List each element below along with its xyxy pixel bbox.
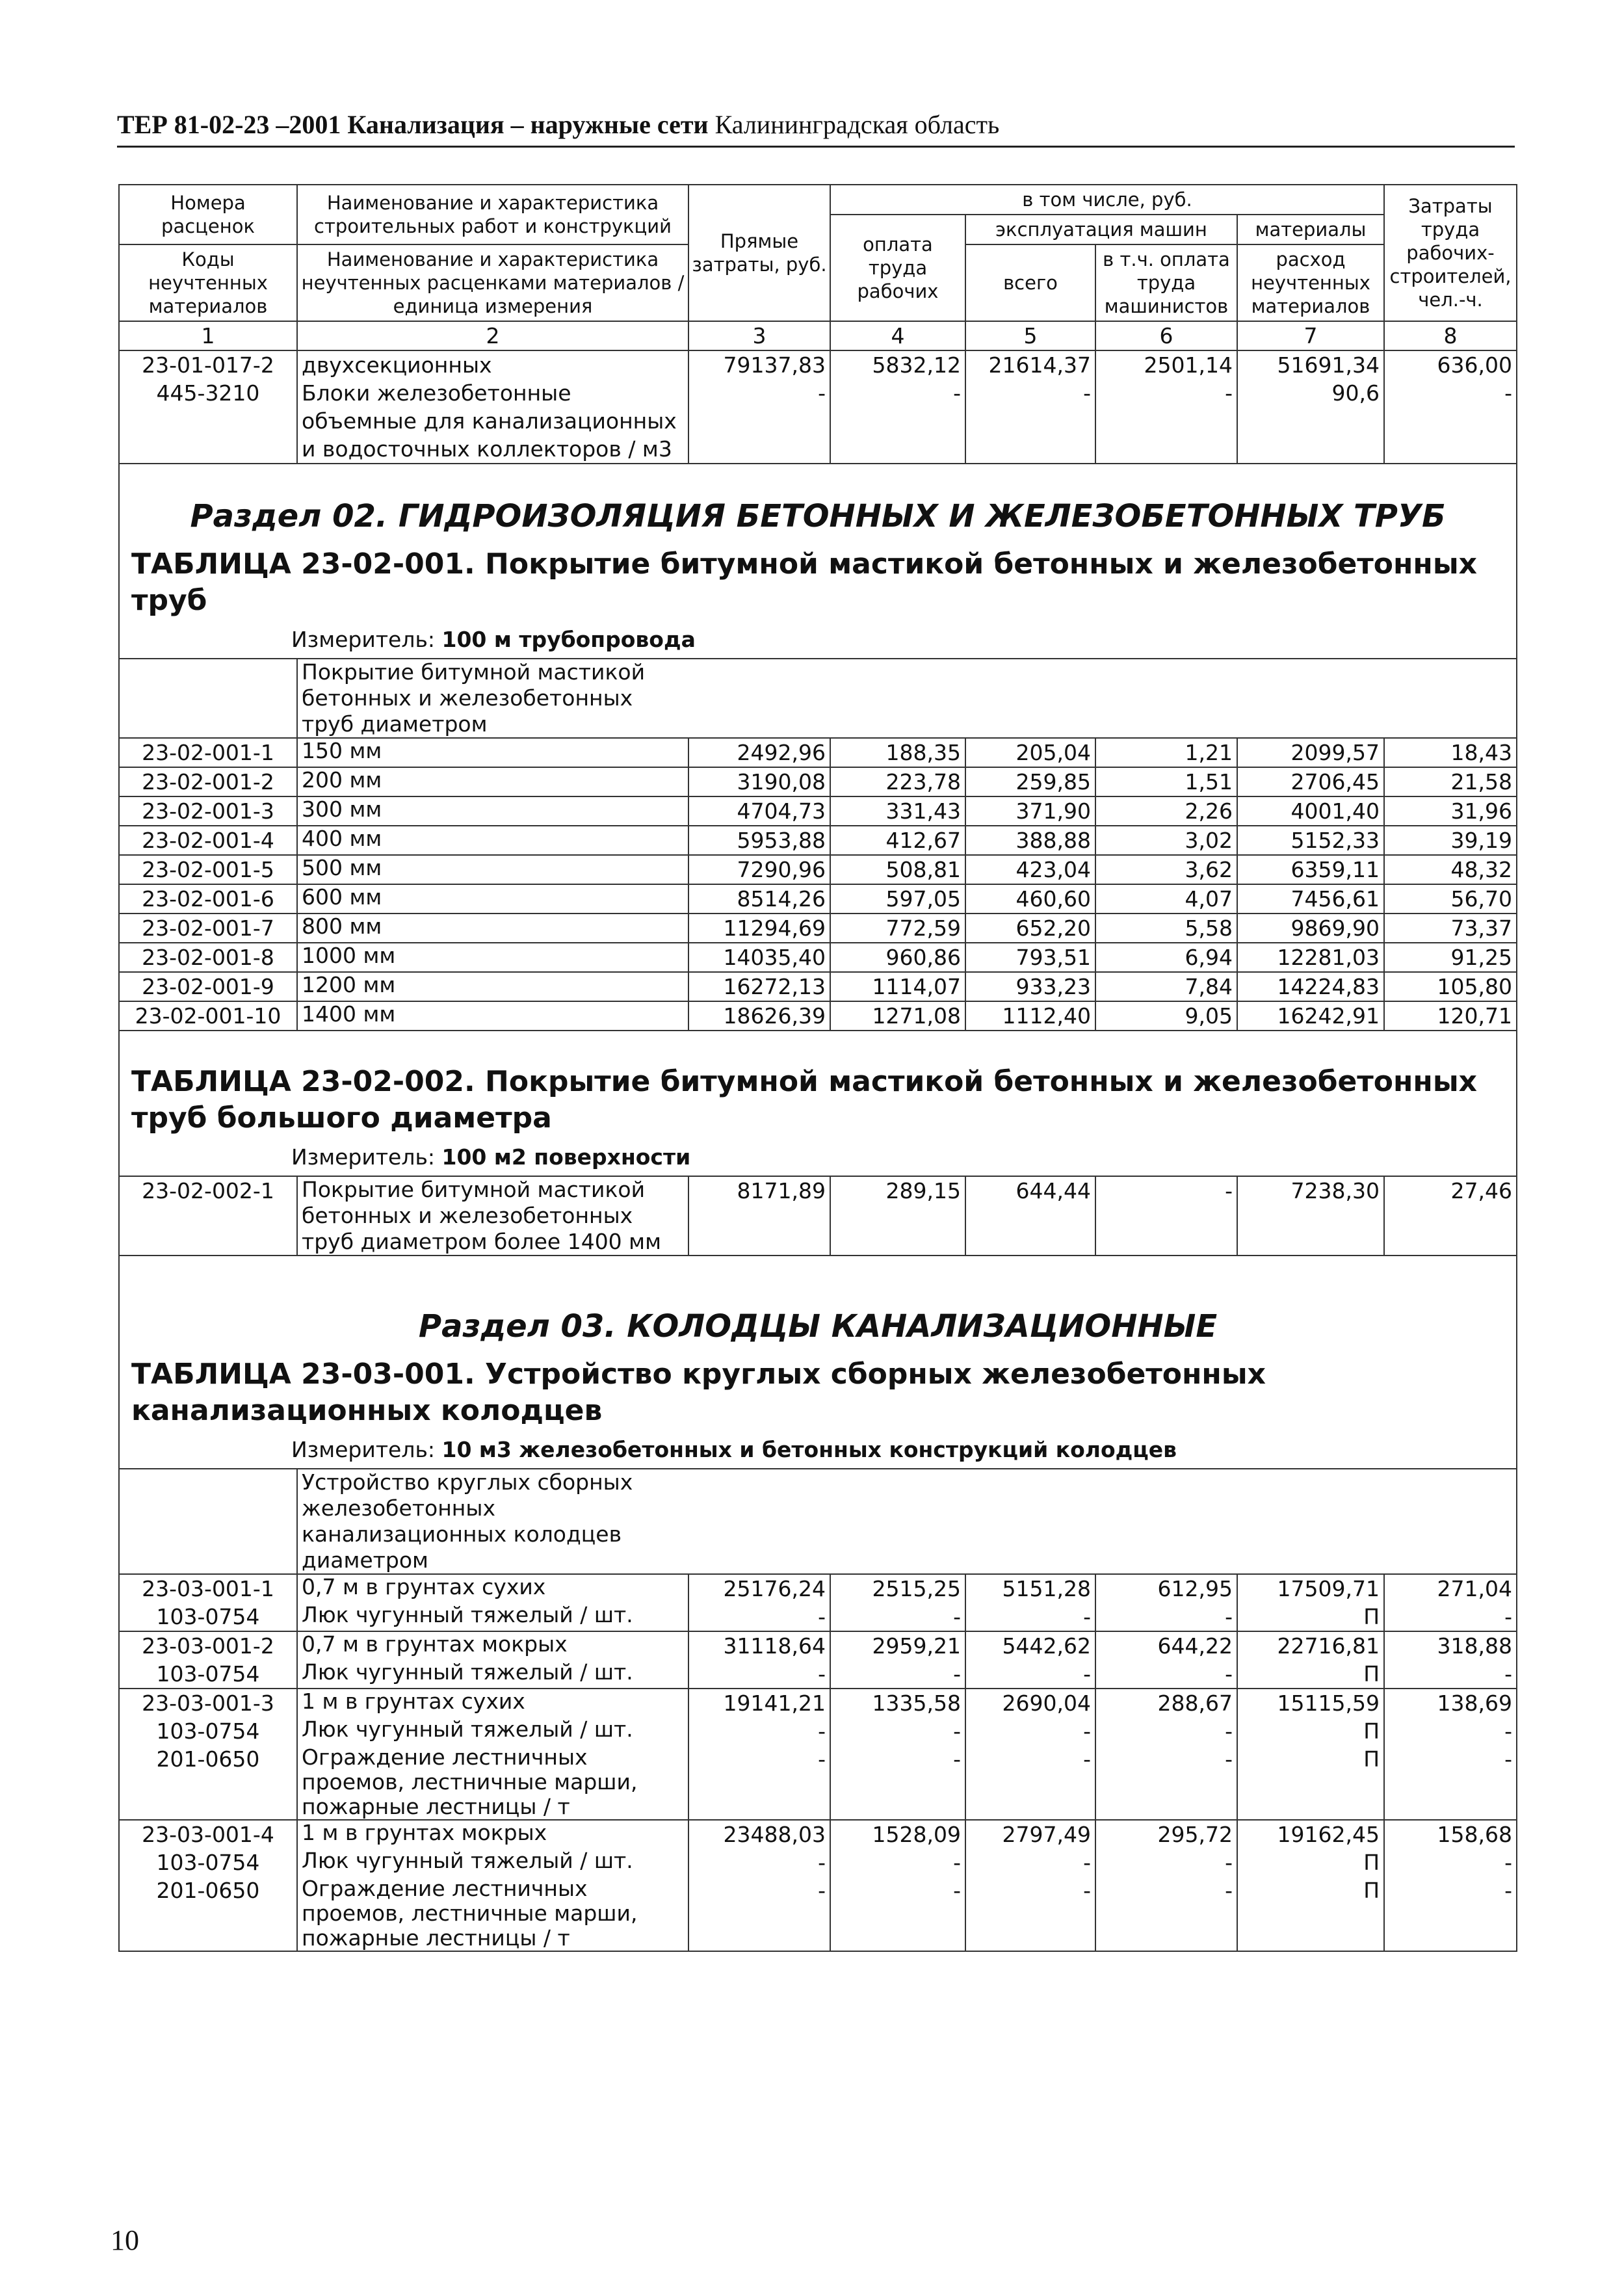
operators-pay: - [1095,379,1237,464]
rate-name: 150 мм [297,738,688,767]
machines-total: 1112,40 [965,1001,1095,1031]
labor-hours: 56,70 [1384,884,1517,914]
rate-code: 103-0754 [119,1848,297,1876]
rate-name: 0,7 м в грунтах сухих [297,1574,688,1603]
machines-total: 5151,28 [965,1574,1095,1603]
operators-pay: - [1095,1660,1237,1689]
rate-code: 23-01-017-2 [119,350,297,379]
labor-hours: 636,00 [1384,350,1517,379]
labor-hours: 158,68 [1384,1820,1517,1848]
materials-cost: П [1237,1745,1384,1820]
operators-pay: - [1095,1745,1237,1820]
group-code-cell [119,659,297,738]
labor-pay: - [830,1745,965,1820]
direct-cost: - [688,1876,830,1951]
rate-code: 201-0650 [119,1745,297,1820]
labor-pay: 188,35 [830,738,965,767]
labor-pay: 1271,08 [830,1001,965,1031]
labor-pay: 2959,21 [830,1631,965,1660]
group-description [297,659,1517,738]
table-row [119,1717,1517,1745]
direct-cost: - [688,1603,830,1631]
section-03-block [119,1256,1517,1469]
direct-cost: - [688,379,830,464]
machines-total: - [965,1745,1095,1820]
machines-total: 2797,49 [965,1820,1095,1848]
operators-pay: 612,95 [1095,1574,1237,1603]
group-row [119,659,1517,738]
direct-cost: 25176,24 [688,1574,830,1603]
rate-name: 1 м в грунтах сухих [297,1689,688,1717]
materials-cost: 17509,71 [1237,1574,1384,1603]
machines-total: 460,60 [965,884,1095,914]
machines-total: 793,51 [965,943,1095,972]
labor-hours: 318,88 [1384,1631,1517,1660]
labor-pay: 5832,12 [830,350,965,379]
column-number: 7 [1237,321,1384,350]
meter-label: Измеритель: [291,1144,442,1170]
direct-cost: 18626,39 [688,1001,830,1031]
rate-code: 23-02-001-7 [119,914,297,943]
labor-pay: 1528,09 [830,1820,965,1848]
materials-cost: 9869,90 [1237,914,1384,943]
rate-code: 23-02-001-10 [119,1001,297,1031]
table-row [119,738,1517,767]
operators-pay: - [1095,1848,1237,1876]
labor-hours: 271,04 [1384,1574,1517,1603]
section-03-title: Раздел 03. КОЛОДЦЫ КАНАЛИЗАЦИОННЫЕ [418,1308,1218,1345]
machines-total: 205,04 [965,738,1095,767]
rate-code: 103-0754 [119,1660,297,1689]
group-description-text: Устройство круглых сборных железобетонных канализационных колодцев диаметром [302,1469,633,1573]
operators-pay: 295,72 [1095,1820,1237,1848]
table-row [119,1574,1517,1603]
materials-cost: 22716,81 [1237,1631,1384,1660]
materials-header: материалы [1237,215,1384,244]
direct-cost: - [688,1660,830,1689]
rate-name: 0,7 м в грунтах мокрых [297,1631,688,1660]
table-row [119,1176,1517,1256]
machines-header: эксплуатация машин [965,215,1237,244]
table-row [119,1689,1517,1717]
rate-code: 23-03-001-3 [119,1689,297,1717]
materials-cost: П [1237,1660,1384,1689]
rate-name: Люк чугунный тяжелый / шт. [297,1660,688,1689]
col3-header: Прямые затраты, руб. [688,185,830,321]
rate-name: 500 мм [297,855,688,884]
column-number: 5 [965,321,1095,350]
document-region: Калининградская область [708,110,1000,139]
direct-cost: 2492,96 [688,738,830,767]
table-23-02-002-meter [120,1140,1516,1176]
labor-hours: 73,37 [1384,914,1517,943]
rate-code: 103-0754 [119,1603,297,1631]
labor-pay: - [830,1603,965,1631]
machines-total: - [965,1848,1095,1876]
labor-hours: - [1384,1848,1517,1876]
direct-cost: 7290,96 [688,855,830,884]
labor-hours: 39,19 [1384,826,1517,855]
labor-hours: 31,96 [1384,796,1517,826]
table-row [119,379,1517,464]
column-number-row [119,321,1517,350]
labor-hours: - [1384,379,1517,464]
machines-total: - [965,1660,1095,1689]
machines-total: 644,44 [965,1176,1095,1256]
machines-total: - [965,379,1095,464]
rate-code: 23-02-001-3 [119,796,297,826]
material-code: 445-3210 [119,379,297,464]
rate-name: 600 мм [297,884,688,914]
machines-total: 21614,37 [965,350,1095,379]
materials-cost: 4001,40 [1237,796,1384,826]
labor-hours: - [1384,1745,1517,1820]
labor-hours: 138,69 [1384,1689,1517,1717]
labor-pay: - [830,1848,965,1876]
operators-pay: 288,67 [1095,1689,1237,1717]
operators-pay: - [1095,1717,1237,1745]
machines-total: 371,90 [965,796,1095,826]
table-23-03-001-meter [120,1433,1516,1468]
direct-cost: - [688,1717,830,1745]
page-number: 10 [111,2224,139,2256]
materials-cost: 2706,45 [1237,767,1384,796]
col6-header: в т.ч. оплата труда машинистов [1095,244,1237,321]
meter-value: 10 м3 железобетонных и бетонных конструкций колодцев [441,1437,1177,1462]
col8-header: Затраты труда рабочих-строителей, чел.-ч. [1384,185,1517,321]
labor-hours: - [1384,1717,1517,1745]
table-row [119,796,1517,826]
rate-name: Люк чугунный тяжелый / шт. [297,1717,688,1745]
labor-hours: 91,25 [1384,943,1517,972]
rate-code: 23-02-001-1 [119,738,297,767]
meter-value: 100 м2 поверхности [441,1144,691,1170]
included-header: в том числе, руб. [830,185,1384,215]
direct-cost: - [688,1848,830,1876]
operators-pay: - [1095,1603,1237,1631]
labor-pay: 508,81 [830,855,965,884]
direct-cost: 5953,88 [688,826,830,855]
rate-name: Ограждение лестничных проемов, лестничные марши, пожарные лестницы / т [297,1745,688,1820]
materials-cost: П [1237,1603,1384,1631]
labor-pay: - [830,1660,965,1689]
labor-pay: 1114,07 [830,972,965,1001]
rate-code: 23-03-001-2 [119,1631,297,1660]
rate-name: двухсекционных [297,350,688,379]
column-number: 2 [297,321,688,350]
operators-pay: 2,26 [1095,796,1237,826]
table-row [119,855,1517,884]
rate-name: Люк чугунный тяжелый / шт. [297,1848,688,1876]
direct-cost: - [688,1745,830,1820]
materials-cost: 51691,34 [1237,350,1384,379]
rate-name: Покрытие битумной мастикой бетонных и железобетонных труб диаметром более 1400 мм [297,1176,688,1256]
direct-cost: 31118,64 [688,1631,830,1660]
header-rule [117,146,1515,148]
table-row [119,1631,1517,1660]
table-row [119,1745,1517,1820]
table-row [119,914,1517,943]
machines-total: - [965,1876,1095,1951]
materials-cost: П [1237,1876,1384,1951]
operators-pay: 644,22 [1095,1631,1237,1660]
direct-cost: 8171,89 [688,1176,830,1256]
table-row [119,1820,1517,1848]
labor-hours: - [1384,1603,1517,1631]
machines-total: - [965,1717,1095,1745]
rate-code: 103-0754 [119,1717,297,1745]
group-description-text: Покрытие битумной мастикой бетонных и железобетонных труб диаметром [302,659,646,737]
materials-cost: П [1237,1717,1384,1745]
materials-cost: 6359,11 [1237,855,1384,884]
table-row [119,884,1517,914]
table-row [119,1876,1517,1951]
labor-hours: 105,80 [1384,972,1517,1001]
table-row [119,943,1517,972]
labor-pay: 331,43 [830,796,965,826]
meter-label: Измеритель: [291,627,442,652]
labor-hours: 18,43 [1384,738,1517,767]
labor-pay: 223,78 [830,767,965,796]
direct-cost: 19141,21 [688,1689,830,1717]
labor-hours: 27,46 [1384,1176,1517,1256]
operators-pay: 4,07 [1095,884,1237,914]
rates-table [118,184,1517,1952]
col5-header: всего [965,244,1095,321]
column-number: 1 [119,321,297,350]
operators-pay: 9,05 [1095,1001,1237,1031]
material-name: Блоки железобетонные объемные для канализационных и водосточных коллекторов / м3 [297,379,688,464]
column-number: 6 [1095,321,1237,350]
table-row [119,972,1517,1001]
rate-code: 23-02-001-5 [119,855,297,884]
meter-label: Измеритель: [291,1437,442,1462]
labor-hours: - [1384,1660,1517,1689]
rate-name: Ограждение лестничных проемов, лестничные марши, пожарные лестницы / т [297,1876,688,1951]
table-row [119,767,1517,796]
rate-name: 200 мм [297,767,688,796]
labor-pay: - [830,1717,965,1745]
table-body [119,185,1517,1951]
materials-cost: 2099,57 [1237,738,1384,767]
table-23-02-002-block [119,1031,1517,1176]
rate-code: 23-02-001-8 [119,943,297,972]
labor-pay: 1335,58 [830,1689,965,1717]
section-02-block [119,464,1517,659]
meter-value: 100 м трубопровода [441,627,696,652]
labor-pay: 2515,25 [830,1574,965,1603]
table-23-02-001-meter [120,623,1516,658]
table-row [119,1660,1517,1689]
rate-code: 201-0650 [119,1876,297,1951]
direct-cost: 8514,26 [688,884,830,914]
table-row [119,1001,1517,1031]
operators-pay: - [1095,1876,1237,1951]
materials-cost: 16242,91 [1237,1001,1384,1031]
rate-name: Люк чугунный тяжелый / шт. [297,1603,688,1631]
materials-cost: 5152,33 [1237,826,1384,855]
rate-name: 1 м в грунтах мокрых [297,1820,688,1848]
materials-cost: 19162,45 [1237,1820,1384,1848]
rate-name: 1000 мм [297,943,688,972]
direct-cost: 23488,03 [688,1820,830,1848]
direct-cost: 11294,69 [688,914,830,943]
table-row [119,826,1517,855]
machines-total: 5442,62 [965,1631,1095,1660]
rate-name: 1400 мм [297,1001,688,1031]
direct-cost: 16272,13 [688,972,830,1001]
labor-pay: 597,05 [830,884,965,914]
rate-code: 23-03-001-1 [119,1574,297,1603]
rate-name: 800 мм [297,914,688,943]
col2-top-header: Наименование и характеристика строительных работ и конструкций [297,185,688,244]
machines-total: 2690,04 [965,1689,1095,1717]
machines-total: 259,85 [965,767,1095,796]
operators-pay: 7,84 [1095,972,1237,1001]
labor-pay: 960,86 [830,943,965,972]
rate-code: 23-02-001-2 [119,767,297,796]
operators-pay: 3,62 [1095,855,1237,884]
table-23-02-002-title: ТАБЛИЦА 23-02-002. Покрытие битумной мастикой бетонных и железобетонных труб большого диаметра [131,1065,1477,1135]
rate-code: 23-03-001-4 [119,1820,297,1848]
table-row [119,1603,1517,1631]
direct-cost: 14035,40 [688,943,830,972]
column-number: 8 [1384,321,1517,350]
operators-pay: 2501,14 [1095,350,1237,379]
col1-bottom-header: Коды неучтенных материалов [119,244,297,321]
table-row [119,1848,1517,1876]
group-row [119,1469,1517,1574]
materials-cost: 7456,61 [1237,884,1384,914]
column-number: 3 [688,321,830,350]
document-code: ТЕР 81-02-23 –2001 Канализация – наружные сети [117,110,709,139]
table-23-02-001-title: ТАБЛИЦА 23-02-001. Покрытие битумной мастикой бетонных и железобетонных труб [131,547,1477,617]
table-23-03-001-title: ТАБЛИЦА 23-03-001. Устройство круглых сборных железобетонных канализационных колодцев [131,1358,1266,1427]
operators-pay: 3,02 [1095,826,1237,855]
operators-pay: 1,21 [1095,738,1237,767]
materials-cost: 7238,30 [1237,1176,1384,1256]
labor-pay: 772,59 [830,914,965,943]
operators-pay: 1,51 [1095,767,1237,796]
labor-pay: 412,67 [830,826,965,855]
rate-code: 23-02-001-6 [119,884,297,914]
col1-top-header: Номера расценок [119,185,297,244]
rate-name: 300 мм [297,796,688,826]
machines-total: 388,88 [965,826,1095,855]
group-description [297,1469,1517,1574]
labor-pay: - [830,1876,965,1951]
labor-pay: 289,15 [830,1176,965,1256]
section-02-title: Раздел 02. ГИДРОИЗОЛЯЦИЯ БЕТОННЫХ И ЖЕЛЕЗОБЕТОННЫХ ТРУБ [190,498,1446,534]
labor-hours: 120,71 [1384,1001,1517,1031]
col2-bottom-header: Наименование и характеристика неучтенных расценками материалов / единица измерения [297,244,688,321]
col4-header: оплата труда рабочих [830,215,965,321]
labor-pay: - [830,379,965,464]
rate-code: 23-02-002-1 [119,1176,297,1256]
table-row [119,350,1517,379]
labor-hours: 48,32 [1384,855,1517,884]
materials-cost: П [1237,1848,1384,1876]
machines-total: 933,23 [965,972,1095,1001]
group-code-cell [119,1469,297,1574]
operators-pay: 5,58 [1095,914,1237,943]
page-header [117,109,1508,140]
labor-hours: 21,58 [1384,767,1517,796]
direct-cost: 3190,08 [688,767,830,796]
rate-name: 400 мм [297,826,688,855]
operators-pay: 6,94 [1095,943,1237,972]
header-row-1 [119,185,1517,215]
rate-code: 23-02-001-4 [119,826,297,855]
materials-cost: 15115,59 [1237,1689,1384,1717]
column-number: 4 [830,321,965,350]
materials-cost: 12281,03 [1237,943,1384,972]
labor-hours: - [1384,1876,1517,1951]
rate-code: 23-02-001-9 [119,972,297,1001]
rate-name: 1200 мм [297,972,688,1001]
materials-cost: 14224,83 [1237,972,1384,1001]
direct-cost: 79137,83 [688,350,830,379]
machines-total: 423,04 [965,855,1095,884]
machines-total: - [965,1603,1095,1631]
materials-cost: 90,6 [1237,379,1384,464]
operators-pay: - [1095,1176,1237,1256]
direct-cost: 4704,73 [688,796,830,826]
col7-header: расход неучтенных материалов [1237,244,1384,321]
machines-total: 652,20 [965,914,1095,943]
